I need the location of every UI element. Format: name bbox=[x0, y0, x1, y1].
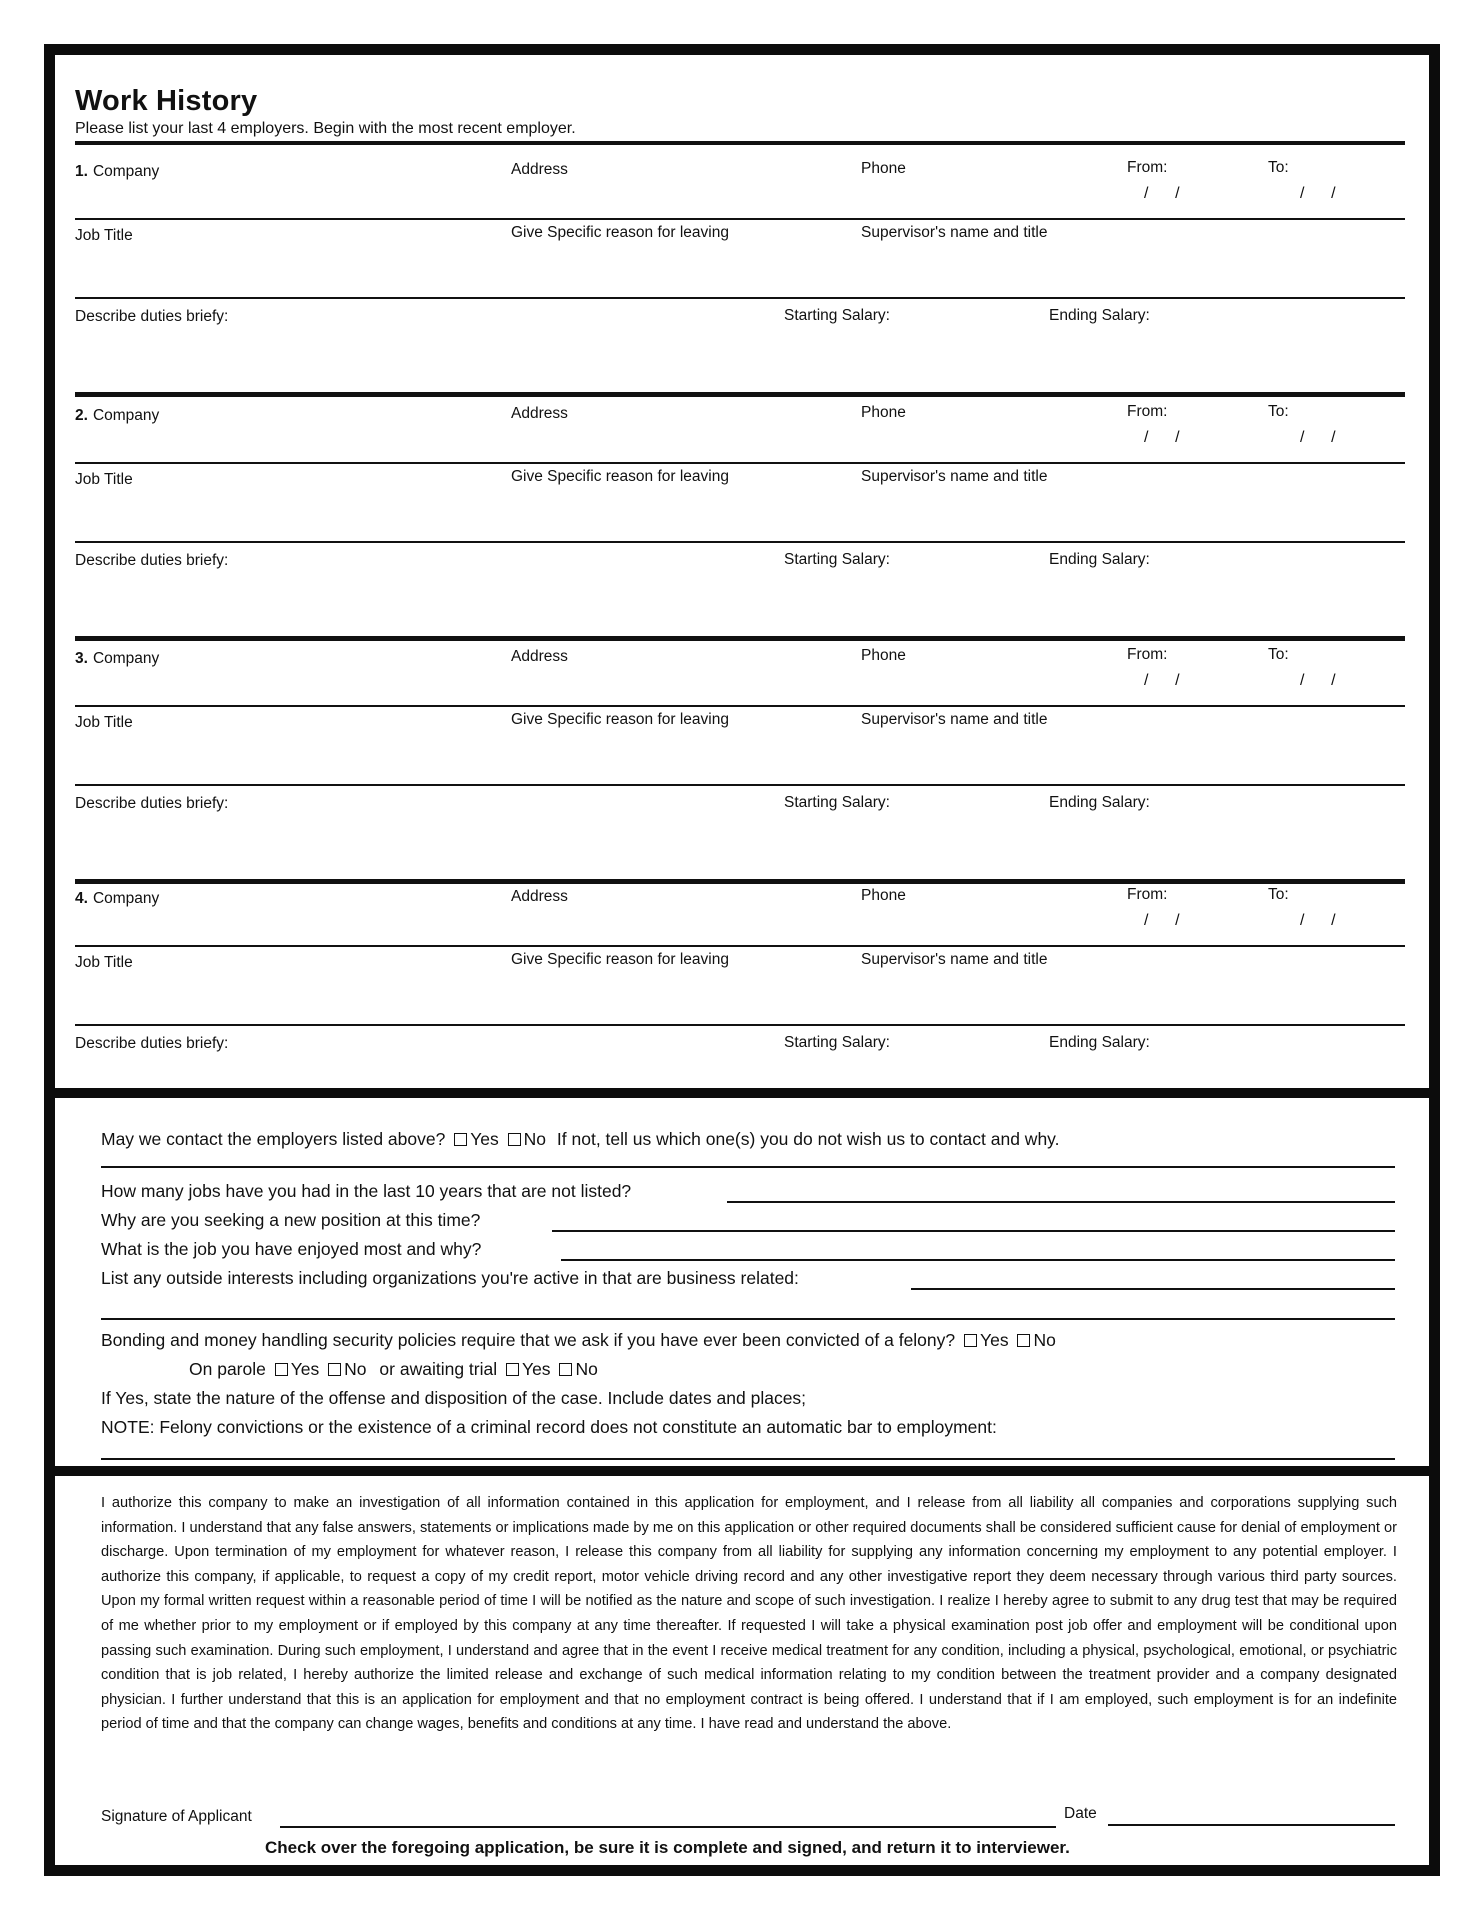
address-label: Address bbox=[511, 405, 568, 422]
jobs-not-listed-field[interactable] bbox=[727, 1201, 1395, 1203]
company-label: 3. Company bbox=[75, 650, 160, 667]
date-field[interactable] bbox=[1108, 1824, 1395, 1826]
address-label: Address bbox=[511, 888, 568, 905]
contact-no-checkbox[interactable]: No bbox=[504, 1129, 546, 1150]
checkbox-icon bbox=[964, 1334, 977, 1347]
supervisor-label: Supervisor's name and title bbox=[861, 468, 1048, 485]
section-divider bbox=[55, 1466, 1429, 1476]
header-rule bbox=[75, 141, 1405, 145]
outside-interests-line-2[interactable] bbox=[101, 1318, 1395, 1320]
starting-salary-label: Starting Salary: bbox=[784, 551, 890, 568]
page-subtitle: Please list your last 4 employers. Begin with the most recent employer. bbox=[75, 120, 576, 137]
enjoyed-most-question: What is the job you have enjoyed most and why? bbox=[101, 1239, 482, 1259]
employer-separator bbox=[75, 392, 1405, 397]
to-label: To: bbox=[1268, 886, 1289, 903]
to-date-field[interactable]: / / bbox=[1300, 185, 1336, 202]
reason-label: Give Specific reason for leaving bbox=[511, 951, 729, 968]
date-label: Date bbox=[1064, 1805, 1097, 1822]
job-title-row-line[interactable] bbox=[75, 541, 1405, 543]
why-new-position-field[interactable] bbox=[552, 1230, 1395, 1232]
felony-note: NOTE: Felony convictions or the existence of a criminal record does not constitute an automatic bar to employment: bbox=[101, 1417, 997, 1437]
starting-salary-label: Starting Salary: bbox=[784, 1034, 890, 1051]
jobs-not-listed-question: How many jobs have you had in the last 10 years that are not listed? bbox=[101, 1181, 632, 1201]
enjoyed-most-field[interactable] bbox=[561, 1259, 1395, 1261]
phone-label: Phone bbox=[861, 404, 906, 421]
company-row-line[interactable] bbox=[75, 945, 1405, 947]
job-title-label: Job Title bbox=[75, 227, 133, 244]
trial-yes-checkbox[interactable]: Yes bbox=[502, 1359, 551, 1380]
felony-yes-checkbox[interactable]: Yes bbox=[960, 1330, 1009, 1351]
duties-label: Describe duties briefy: bbox=[75, 552, 229, 569]
contact-question: May we contact the employers listed above? Yes No If not, tell us which one(s) you do not wish us to contact and why. bbox=[101, 1129, 1060, 1149]
to-date-field[interactable]: / / bbox=[1300, 429, 1336, 446]
to-date-field[interactable]: / / bbox=[1300, 672, 1336, 689]
employer-separator bbox=[75, 636, 1405, 641]
parole-yes-checkbox[interactable]: Yes bbox=[271, 1359, 320, 1380]
company-row-line[interactable] bbox=[75, 218, 1405, 220]
employer-separator bbox=[75, 879, 1405, 884]
section-divider bbox=[55, 1088, 1429, 1098]
ending-salary-label: Ending Salary: bbox=[1049, 794, 1150, 811]
to-label: To: bbox=[1268, 403, 1289, 420]
from-date-field[interactable]: / / bbox=[1144, 185, 1180, 202]
job-title-label: Job Title bbox=[75, 954, 133, 971]
address-label: Address bbox=[511, 161, 568, 178]
from-label: From: bbox=[1127, 886, 1168, 903]
job-title-label: Job Title bbox=[75, 714, 133, 731]
ending-salary-label: Ending Salary: bbox=[1049, 551, 1150, 568]
company-label: 1. Company bbox=[75, 163, 160, 180]
trial-no-checkbox[interactable]: No bbox=[555, 1359, 597, 1380]
company-row-line[interactable] bbox=[75, 462, 1405, 464]
reason-label: Give Specific reason for leaving bbox=[511, 468, 729, 485]
phone-label: Phone bbox=[861, 160, 906, 177]
to-label: To: bbox=[1268, 159, 1289, 176]
job-title-row-line[interactable] bbox=[75, 297, 1405, 299]
parole-no-checkbox[interactable]: No bbox=[324, 1359, 366, 1380]
from-label: From: bbox=[1127, 403, 1168, 420]
outside-interests-field[interactable] bbox=[911, 1288, 1395, 1290]
page-title: Work History bbox=[75, 85, 258, 117]
duties-label: Describe duties briefy: bbox=[75, 795, 229, 812]
starting-salary-label: Starting Salary: bbox=[784, 794, 890, 811]
job-title-row-line[interactable] bbox=[75, 1024, 1405, 1026]
checkbox-icon bbox=[559, 1363, 572, 1376]
to-label: To: bbox=[1268, 646, 1289, 663]
from-date-field[interactable]: / / bbox=[1144, 429, 1180, 446]
ending-salary-label: Ending Salary: bbox=[1049, 1034, 1150, 1051]
checkbox-icon bbox=[508, 1133, 521, 1146]
felony-answer-line[interactable] bbox=[101, 1458, 1395, 1460]
phone-label: Phone bbox=[861, 887, 906, 904]
address-label: Address bbox=[511, 648, 568, 665]
reason-label: Give Specific reason for leaving bbox=[511, 711, 729, 728]
outside-interests-question: List any outside interests including organizations you're active in that are business related: bbox=[101, 1268, 799, 1288]
company-label: 4. Company bbox=[75, 890, 160, 907]
authorization-text: I authorize this company to make an investigation of all information contained in this application for employment, and I release from all liability all companies and corporations supplying such information. I understand that any false answers, statements or implications made by me on this application or other required documents shall be considered sufficient cause for denial of employment or discharge. Upon termination of my employment for whatever reason, I release this company from all liability for supplying any information concerning my employment to any potential employer. I authorize this company, if applicable, to request a copy of my credit report, motor vehicle driving record and any other investigative report they deem necessary through various third party sources. Upon my formal written request within a reasonable period of time I will be notified as the nature and scope of such investigation. I realize I hereby agree to submit to any drug test that may be required of me whether prior to my employment or if employed by this company at any time thereafter. If requested I will take a physical examination post job offer and employment will be conditional upon passing such examination. During such employment, I understand and agree that in the event I receive medical treatment for any condition, including a physical, psychological, emotional, or psychiatric condition that is job related, I hereby authorize the limited release and exchange of such medical information relating to my condition between the treatment provider and a company designated physician. I further understand that this is an application for employment and that no employment contract is being offered. I understand that if I am employed, such employment is for an indefinite period of time and that the company can change wages, benefits and conditions at any time. I have read and understand the above. bbox=[101, 1495, 1397, 1733]
phone-label: Phone bbox=[861, 647, 906, 664]
felony-no-checkbox[interactable]: No bbox=[1013, 1330, 1055, 1351]
starting-salary-label: Starting Salary: bbox=[784, 307, 890, 324]
checkbox-icon bbox=[275, 1363, 288, 1376]
from-date-field[interactable]: / / bbox=[1144, 912, 1180, 929]
supervisor-label: Supervisor's name and title bbox=[861, 224, 1048, 241]
final-instruction: Check over the foregoing application, be sure it is complete and signed, and return it to interviewer. bbox=[265, 1838, 1070, 1857]
job-title-row-line[interactable] bbox=[75, 784, 1405, 786]
to-date-field[interactable]: / / bbox=[1300, 912, 1336, 929]
supervisor-label: Supervisor's name and title bbox=[861, 951, 1048, 968]
duties-label: Describe duties briefy: bbox=[75, 1035, 229, 1052]
company-row-line[interactable] bbox=[75, 705, 1405, 707]
checkbox-icon bbox=[1017, 1334, 1030, 1347]
checkbox-icon bbox=[328, 1363, 341, 1376]
checkbox-icon bbox=[506, 1363, 519, 1376]
signature-label: Signature of Applicant bbox=[101, 1808, 252, 1825]
supervisor-label: Supervisor's name and title bbox=[861, 711, 1048, 728]
form-border bbox=[44, 44, 1440, 1876]
from-date-field[interactable]: / / bbox=[1144, 672, 1180, 689]
company-label: 2. Company bbox=[75, 407, 160, 424]
from-label: From: bbox=[1127, 646, 1168, 663]
parole-question: On parole Yes No or awaiting trial Yes No bbox=[189, 1359, 598, 1379]
duties-label: Describe duties briefy: bbox=[75, 308, 229, 325]
felony-question: Bonding and money handling security policies require that we ask if you have ever been convicted of a felony? Yes No bbox=[101, 1330, 1056, 1350]
if-yes-instruction: If Yes, state the nature of the offense and disposition of the case. Include dates and places; bbox=[101, 1388, 807, 1408]
from-label: From: bbox=[1127, 159, 1168, 176]
contact-yes-checkbox[interactable]: Yes bbox=[450, 1129, 499, 1150]
reason-label: Give Specific reason for leaving bbox=[511, 224, 729, 241]
ending-salary-label: Ending Salary: bbox=[1049, 307, 1150, 324]
signature-field[interactable] bbox=[280, 1826, 1056, 1828]
why-new-position-question: Why are you seeking a new position at this time? bbox=[101, 1210, 481, 1230]
contact-answer-line[interactable] bbox=[101, 1166, 1395, 1168]
job-title-label: Job Title bbox=[75, 471, 133, 488]
checkbox-icon bbox=[454, 1133, 467, 1146]
